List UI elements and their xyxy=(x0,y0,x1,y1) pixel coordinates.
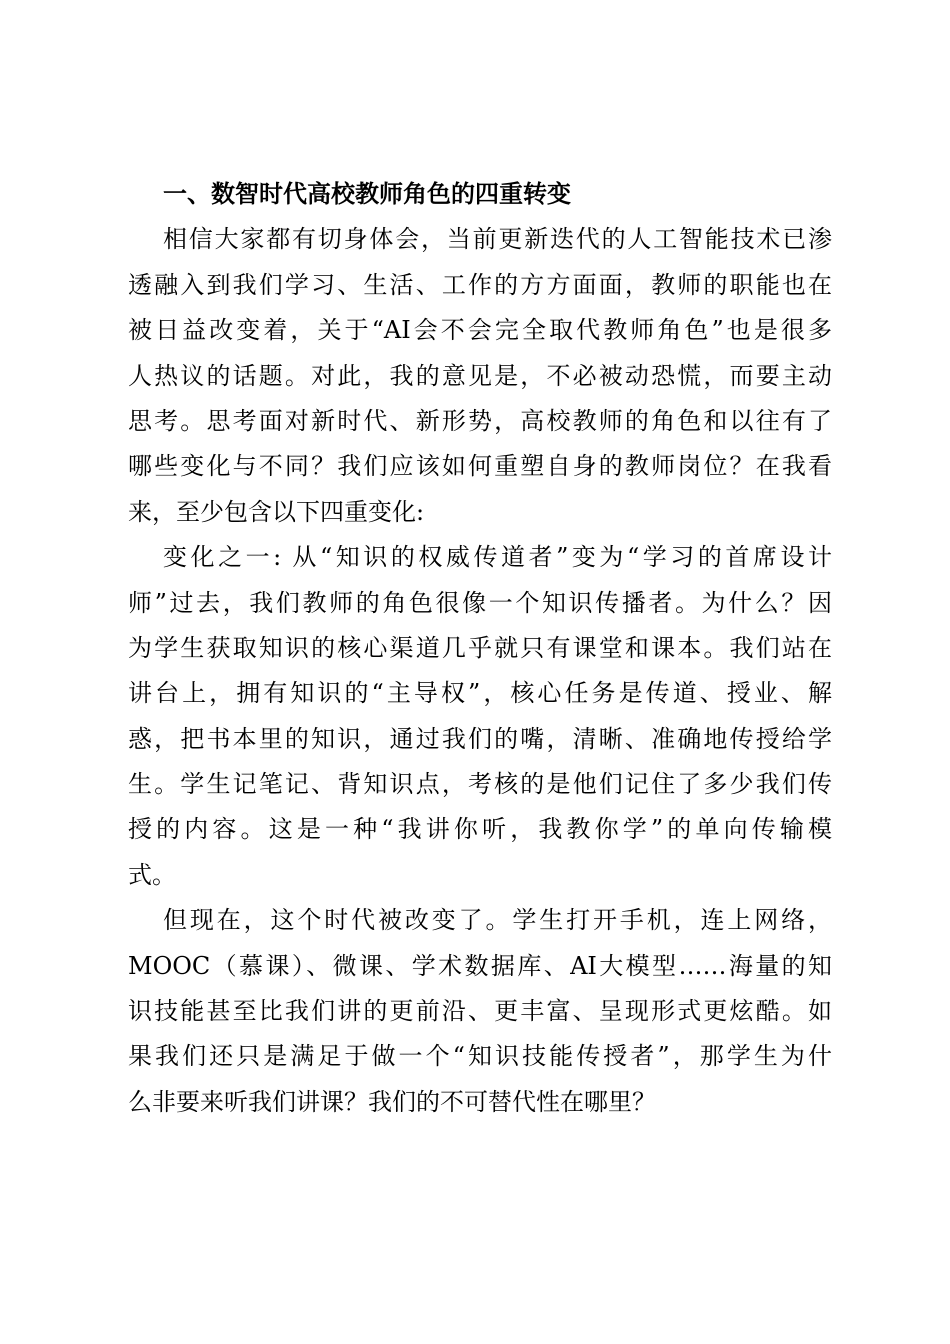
text-line: 惑，把书本里的知识，通过我们的嘴，清晰、准确地传授给学 xyxy=(128,724,832,753)
text-line: 授的内容。这是一种“我讲你听，我教你学”的单向传输模 xyxy=(128,815,832,844)
section-heading: 一、数智时代高校教师角色的四重转变 xyxy=(163,180,571,208)
text-line: 哪些变化与不同？我们应该如何重塑自身的教师岗位？在我看 xyxy=(128,452,832,481)
text-line: MOOC（慕课）、微课、学术数据库、AI大模型……海量的知 xyxy=(128,951,832,980)
document-page xyxy=(128,172,832,1125)
paragraph-1 xyxy=(128,217,832,535)
text-line: 果我们还只是满足于做一个“知识技能传授者”，那学生为什 xyxy=(128,1042,832,1071)
text-line: 为学生获取知识的核心渠道几乎就只有课堂和课本。我们站在 xyxy=(128,633,832,662)
text-line: 思考。思考面对新时代、新形势，高校教师的角色和以往有了 xyxy=(128,406,832,435)
text-line: 讲台上，拥有知识的“主导权”，核心任务是传道、授业、解 xyxy=(128,679,832,708)
text-line: 式。 xyxy=(128,860,176,889)
text-line: 但现在，这个时代被改变了。学生打开手机，连上网络， xyxy=(163,906,832,935)
text-line: 来，至少包含以下四重变化: xyxy=(128,497,425,526)
text-line: 生。学生记笔记、背知识点，考核的是他们记住了多少我们传 xyxy=(128,770,832,799)
paragraph-2 xyxy=(128,535,832,898)
text-line: 么非要来听我们讲课？我们的不可替代性在哪里？ xyxy=(128,1087,656,1116)
text-line: 相信大家都有切身体会，当前更新迭代的人工智能技术已渗 xyxy=(163,225,832,254)
text-line: 识技能甚至比我们讲的更前沿、更丰富、呈现形式更炫酷。如 xyxy=(128,997,832,1026)
text-line: 人热议的话题。对此，我的意见是，不必被动恐慌，而要主动 xyxy=(128,361,832,390)
text-line: 被日益改变着，关于“AI会不会完全取代教师角色”也是很多 xyxy=(128,316,832,345)
text-line: 师”过去，我们教师的角色很像一个知识传播者。为什么？因 xyxy=(128,588,832,617)
text-line: 变化之一: 从“知识的权威传道者”变为“学习的首席设计 xyxy=(163,543,832,572)
text-line: 透融入到我们学习、生活、工作的方方面面，教师的职能也在 xyxy=(128,270,832,299)
paragraph-3 xyxy=(128,898,832,1125)
